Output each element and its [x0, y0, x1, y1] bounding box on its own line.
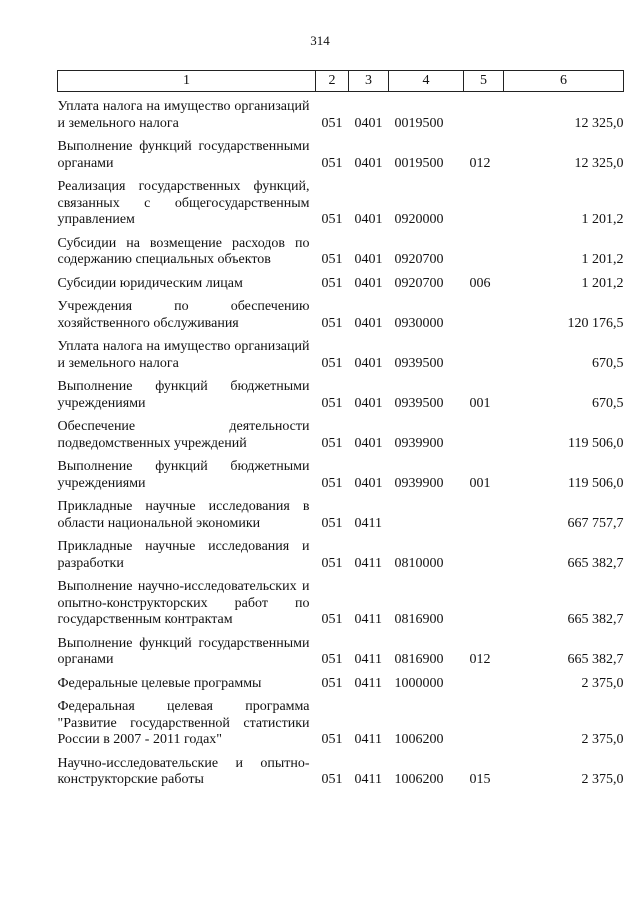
- row-code-2: 051: [321, 155, 343, 171]
- row-spacer: [58, 172, 624, 179]
- row-code-3: 0401: [354, 115, 383, 131]
- row-code-3: 0401: [354, 355, 383, 371]
- row-code-4: 0920700: [394, 252, 444, 267]
- row-amount: 670,5: [592, 355, 624, 371]
- row-spacer: [58, 532, 624, 539]
- header-col-2: 2: [316, 71, 349, 92]
- row-spacer: [58, 412, 624, 419]
- table-row: [58, 636, 624, 669]
- row-spacer: [58, 572, 624, 579]
- row-code-5: 006: [469, 275, 491, 291]
- row-description: Научно-исследовательские и опытно-конструкторские работы: [57, 755, 310, 787]
- row-code-5: 001: [469, 395, 491, 411]
- header-col-5: 5: [464, 71, 504, 92]
- row-description: Выполнение функций бюджетными учреждениями: [57, 379, 310, 411]
- row-code-4: 0939900: [394, 435, 444, 451]
- row-spacer: [58, 229, 624, 236]
- row-amount: 119 506,0: [568, 475, 624, 491]
- row-amount: 665 382,7: [567, 555, 624, 571]
- row-code-4: 0930000: [394, 315, 444, 331]
- row-code-5: [464, 419, 504, 452]
- row-code-4: 0939900: [394, 475, 444, 491]
- row-code-2: 051: [321, 315, 343, 331]
- row-code-3: 0411: [354, 675, 382, 691]
- row-code-2: 051: [321, 612, 343, 627]
- page-number: 314: [310, 33, 330, 48]
- table-header: [58, 71, 624, 92]
- row-description: Уплата налога на имущество организаций и земельного налога: [57, 99, 310, 131]
- row-code-3: 0401: [354, 435, 383, 451]
- table-row: [58, 276, 624, 293]
- row-code-4: 0939500: [394, 355, 444, 371]
- row-code-2: 051: [321, 212, 343, 227]
- row-code-5: [464, 299, 504, 332]
- row-code-4: 0810000: [394, 555, 444, 571]
- row-code-3: 0401: [354, 252, 383, 267]
- row-spacer: [58, 132, 624, 139]
- row-description: Выполнение научно-исследовательских и опытно-конструкторских работ по государственным контрактам: [57, 579, 310, 627]
- row-code-5: [464, 699, 504, 749]
- row-code-5: 015: [469, 772, 491, 787]
- row-code-3: 0411: [354, 772, 382, 787]
- header-col-3: 3: [349, 71, 389, 92]
- row-amount: 12 325,0: [574, 115, 624, 131]
- row-code-5: [464, 236, 504, 269]
- row-code-2: 051: [321, 675, 343, 691]
- row-code-2: 051: [321, 395, 343, 411]
- row-code-5: [464, 339, 504, 372]
- header-col-4: 4: [389, 71, 464, 92]
- row-description: Выполнение функций бюджетными учреждениями: [57, 459, 310, 491]
- row-spacer: [58, 269, 624, 276]
- row-description: Реализация государственных функций, связанных с общегосударственным управлением: [57, 179, 310, 227]
- row-code-2: 051: [321, 772, 343, 787]
- row-amount: 120 176,5: [567, 315, 624, 331]
- table-row: [58, 99, 624, 132]
- row-code-3: 0401: [354, 315, 383, 331]
- row-description: Обеспечение деятельности подведомственных учреждений: [57, 419, 310, 451]
- row-code-2: 051: [321, 555, 343, 571]
- row-description: Федеральная целевая программа "Развитие государственной статистики России в 2007 - 2011 годах": [57, 699, 310, 747]
- row-code-3: 0411: [354, 732, 382, 747]
- row-description: Учреждения по обеспечению хозяйственного обслуживания: [57, 299, 310, 331]
- row-code-5: [464, 579, 504, 629]
- table-body: [58, 92, 624, 789]
- table-row: [58, 459, 624, 492]
- row-code-2: 051: [321, 355, 343, 371]
- row-code-2: 051: [321, 115, 343, 131]
- row-code-5: 012: [469, 652, 491, 667]
- row-code-4: 0816900: [394, 652, 444, 667]
- row-code-2: 051: [321, 435, 343, 451]
- table-row: [58, 139, 624, 172]
- row-code-3: 0401: [354, 155, 383, 171]
- table-row: [58, 379, 624, 412]
- row-code-5: [464, 676, 504, 693]
- table-row: [58, 499, 624, 532]
- row-spacer: [58, 629, 624, 636]
- row-code-2: 051: [321, 652, 343, 667]
- table-row: [58, 339, 624, 372]
- row-description: Прикладные научные исследования и разработки: [57, 539, 310, 571]
- row-code-3: 0401: [354, 475, 383, 491]
- row-description: Прикладные научные исследования в области национальной экономики: [57, 499, 310, 531]
- row-spacer: [58, 452, 624, 459]
- table-row: [58, 539, 624, 572]
- row-spacer: [58, 292, 624, 299]
- row-code-2: 051: [321, 475, 343, 491]
- row-code-2: 051: [321, 252, 343, 267]
- row-spacer: [58, 492, 624, 499]
- row-amount: 119 506,0: [568, 435, 624, 451]
- row-spacer: [58, 669, 624, 676]
- row-code-3: 0411: [354, 612, 382, 627]
- header-col-6: 6: [504, 71, 624, 92]
- row-amount: 670,5: [592, 395, 624, 411]
- row-code-2: 051: [321, 732, 343, 747]
- table-row: [58, 236, 624, 269]
- table-row: [58, 179, 624, 229]
- row-spacer: [58, 692, 624, 699]
- row-code-2: 051: [321, 515, 343, 531]
- row-description: Субсидии на возмещение расходов по содержанию специальных объектов: [57, 235, 310, 267]
- row-code-3: 0401: [354, 395, 383, 411]
- row-code-5: [464, 539, 504, 572]
- table-row: [58, 756, 624, 789]
- budget-table: [57, 70, 624, 789]
- row-amount: 1 201,2: [581, 212, 624, 227]
- row-code-4: 0019500: [394, 115, 444, 131]
- row-code-3: 0401: [354, 275, 383, 291]
- row-code-2: 051: [321, 275, 343, 291]
- row-amount: 2 375,0: [581, 772, 624, 787]
- row-code-4: 1000000: [394, 675, 444, 691]
- row-code-3: 0411: [354, 652, 382, 667]
- table-row: [58, 699, 624, 749]
- row-code-5: 012: [469, 155, 491, 171]
- row-code-5: [464, 99, 504, 132]
- row-amount: 12 325,0: [574, 155, 624, 171]
- row-amount: 2 375,0: [581, 732, 624, 747]
- row-code-4: 0816900: [394, 612, 444, 627]
- row-description: Выполнение функций государственными органами: [57, 635, 310, 667]
- row-amount: 1 201,2: [581, 252, 624, 267]
- table-row: [58, 419, 624, 452]
- row-code-5: [464, 179, 504, 229]
- table-row: [58, 579, 624, 629]
- row-code-3: 0411: [354, 555, 382, 571]
- row-amount: 667 757,7: [567, 515, 624, 531]
- row-code-4: [389, 499, 464, 532]
- row-spacer: [58, 332, 624, 339]
- row-code-3: 0401: [354, 212, 383, 227]
- row-amount: 665 382,7: [567, 652, 624, 667]
- row-spacer: [58, 749, 624, 756]
- row-code-4: 0920700: [394, 275, 444, 291]
- table-row: [58, 676, 624, 693]
- row-description: Уплата налога на имущество организаций и земельного налога: [57, 339, 310, 371]
- row-code-4: 0019500: [394, 155, 444, 171]
- row-code-4: 1006200: [394, 732, 444, 747]
- row-amount: 1 201,2: [581, 275, 624, 291]
- row-spacer: [58, 92, 624, 100]
- row-amount: 2 375,0: [581, 675, 624, 691]
- row-code-3: 0411: [354, 515, 382, 531]
- row-code-4: 0939500: [394, 395, 444, 411]
- row-description: Федеральные целевые программы: [57, 675, 262, 691]
- row-amount: 665 382,7: [567, 612, 624, 627]
- row-code-4: 1006200: [394, 772, 444, 787]
- row-code-5: [464, 499, 504, 532]
- row-description: Выполнение функций государственными органами: [57, 139, 310, 171]
- row-spacer: [58, 372, 624, 379]
- header-col-1: 1: [58, 71, 316, 92]
- row-description: Субсидии юридическим лицам: [57, 275, 243, 291]
- row-code-5: 001: [469, 475, 491, 491]
- row-code-4: 0920000: [394, 212, 444, 227]
- table-row: [58, 299, 624, 332]
